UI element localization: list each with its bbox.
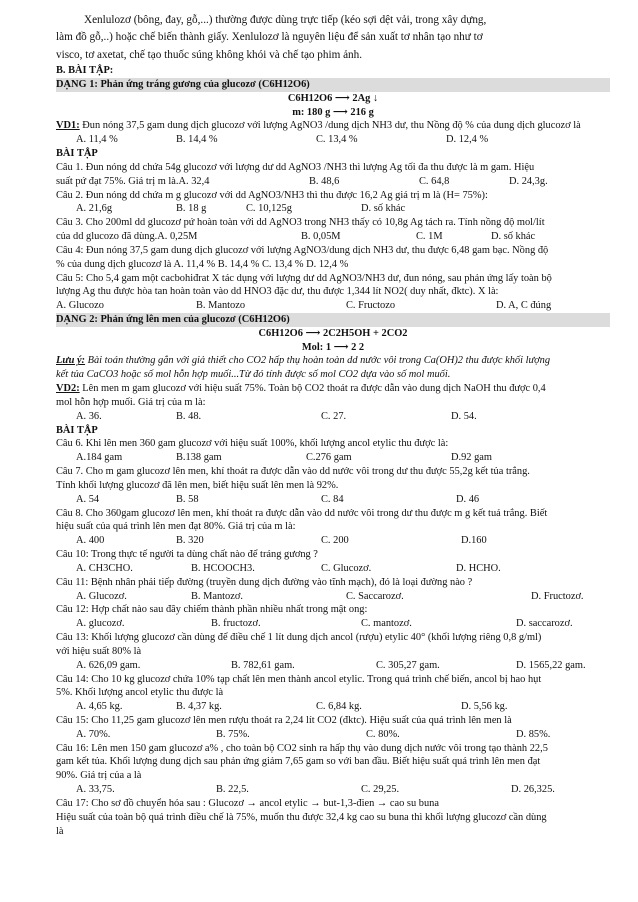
vd1-option-a: A. 11,4 % — [76, 134, 118, 146]
note-text-1: Bài toán thường gắn với giả thiết cho CO2 hấp thụ hoàn toàn dd nước vôi trong Ca(OH)2 thu được khối lượng — [87, 355, 551, 367]
dang1-mass-ratio: m: 180 g ⟶ 216 g — [292, 106, 374, 118]
q12-option-b: B. fructozơ. — [211, 618, 261, 630]
q1-line-1: Câu 1. Đun nóng dd chứa 54g glucozơ với lượng dư dd AgNO3 /NH3 thì lượng Ag tối đa thu được là m gam. Hiệu — [56, 161, 535, 173]
q11-option-b: B. Mantozơ. — [191, 590, 243, 602]
vd2-options — [56, 410, 610, 424]
q10-option-a: A. CH3CHO. — [76, 562, 133, 574]
q16-option-b: B. 22,5. — [216, 784, 249, 796]
dang2-exercises-heading: BÀI TẬP — [56, 424, 98, 436]
vd2-option-d: D. 54. — [451, 410, 477, 422]
q8-option-b: B. 320 — [176, 535, 204, 547]
q8-option-c: C. 200 — [321, 535, 349, 547]
vd2-question — [56, 382, 610, 396]
q12-question: Câu 12: Hợp chất nào sau đây chiếm thành phần nhiều nhất trong mật ong: — [56, 604, 368, 616]
q14-line-2: 5%. Khối lượng ancol etylic thu được là — [56, 687, 224, 699]
dang1-title: DẠNG 1: Phản ứng tráng gương của glucozơ (C6H12O6) — [56, 78, 610, 92]
q15-question: Câu 15: Cho 11,25 gam glucozơ lên men rượu thoát ra 2,24 lít CO2 (đktc). Hiệu suất của quá trình lên men là — [56, 715, 512, 726]
q14-option-d: D. 5,56 kg. — [461, 701, 508, 713]
dang2-mol-ratio: Mol: 1 ⟶ 2 2 — [301, 341, 365, 353]
vd2-option-a: A. 36. — [76, 410, 102, 422]
q17-line-1: Câu 17: Cho sơ đồ chuyển hóa sau : Glucozơ → ancol etylic → but-1,3-đien → cao su buna — [56, 797, 439, 809]
q16-option-c: C. 29,25. — [361, 784, 400, 796]
q16-line-3: 90%. Giá trị của a là — [56, 770, 142, 782]
q13-option-c: C. 305,27 gam. — [376, 659, 440, 671]
section-b-heading: B. BÀI TẬP: — [56, 65, 114, 77]
q15-option-b: B. 75%. — [216, 728, 250, 740]
q16-line-1: Câu 16: Lên men 150 gam glucozơ a% , cho toàn bộ CO2 sinh ra hấp thụ vào dung dịch nước vôi trong tạo thành 22,5 — [56, 742, 548, 754]
q6-option-c: C.276 gam — [306, 452, 352, 464]
q7-line-1: Câu 7. Cho m gam glucozơ lên men, khí thoát ra được dẫn vào dd nước vôi trong dư thu được 55,2g kết tủa trắng. — [56, 466, 530, 478]
q7-option-a: A. 54 — [76, 493, 100, 505]
dang2-equation: C6H12O6 ⟶ 2C2H5OH + 2CO2 — [258, 327, 408, 339]
q15-option-d: D. 85%. — [516, 728, 551, 740]
q3-stem-end: của dd glucozo đã dùng.A. 0,25M — [56, 231, 198, 243]
q2-option-c: C. 10,125g — [246, 203, 292, 215]
q6-question: Câu 6. Khi lên men 360 gam glucozơ với hiệu suất 100%, khối lượng ancol etylic thu được là: — [56, 438, 449, 450]
q5-options — [56, 299, 610, 313]
q4-line-2: % của dung dịch glucozơ là A. 11,4 % B. 14,4 % C. 13,4 % D. 12,4 % — [56, 258, 349, 270]
q5-line-2: lượng Ag thu được hòa tan hoàn toàn vào dd HNO3 đặc dư, thu được 1,344 lít NO2( duy nhất, đktc). X là: — [56, 286, 499, 298]
q13-option-b: B. 782,61 gam. — [231, 659, 295, 671]
dang1-exercises-heading: BÀI TẬP — [56, 148, 98, 160]
q14-option-a: A. 4,65 kg. — [76, 701, 123, 713]
q15-option-a: A. 70%. — [76, 728, 111, 740]
note-label: Lưu ý: — [56, 355, 86, 367]
q7-line-2: Tính khối lượng glucozơ đã lên men, biết hiệu suất lên men là 92%. — [56, 479, 339, 491]
q6-option-b: B.138 gam — [176, 452, 222, 464]
vd1-question — [56, 119, 610, 133]
q2-option-d: D. số khác — [361, 203, 406, 215]
q11-option-c: C. Saccarozơ. — [346, 590, 404, 602]
q3-option-c: C. 1M — [416, 231, 443, 243]
q5-option-c: C. Fructozo — [346, 300, 396, 312]
vd1-options — [56, 133, 610, 147]
q10-options — [56, 562, 610, 576]
q8-options — [56, 534, 610, 548]
q8-line-2: hiệu suất của quá trình lên men đạt 80%. Giá trị của m là: — [56, 521, 296, 533]
q14-option-b: B. 4,37 kg. — [176, 701, 222, 713]
q16-option-a: A. 33,75. — [76, 784, 115, 796]
q8-option-d: D.160 — [461, 535, 487, 547]
q3-option-b: B. 0,05M — [301, 231, 341, 243]
vd1-text: Đun nóng 37,5 gam dung dịch glucozơ với lượng AgNO3 /dung dịch NH3 dư, thu Nồng độ % của dung dịch glucozơ là — [82, 120, 581, 132]
q14-options — [56, 700, 610, 714]
q2-option-b: B. 18 g — [176, 203, 207, 215]
q4-line-1: Câu 4: Đun nóng 37,5 gam dung dịch glucozơ với lượng AgNO3/dung dịch NH3 dư, thu được 6,48 gam bạc. Nồng độ — [56, 244, 549, 256]
q17-line-2: Hiệu suất của toàn bộ quá trình điều chế là 75%, muốn thu được 32,4 kg cao su buna thì khối lượng glucozơ cần dùng — [56, 811, 547, 823]
q7-options — [56, 493, 610, 507]
q15-options — [56, 728, 610, 742]
dang1-equation: C6H12O6 ⟶ 2Ag ↓ — [287, 92, 379, 104]
q14-line-1: Câu 14: Cho 10 kg glucozơ chứa 10% tạp chất lên men thành ancol etylic. Trong quá trình chế biến, ancol bị hao hụt — [56, 673, 542, 685]
note-line-2: kết tủa CaCO3 hoặc số mol hỗn hợp muối...Từ đó tính được số mol CO2 dựa vào số mol muối. — [56, 369, 451, 381]
q2-option-a: A. 21,6g — [76, 203, 113, 215]
vd1-label: VD1: — [56, 120, 80, 132]
vd2-text-2: mol hỗn hợp muối. Giá trị của m là: — [56, 396, 206, 408]
intro-line-1: Xenlulozơ (bông, đay, gỗ,...) thường được dùng trực tiếp (kéo sợi dệt vải, trong xây dựng, — [84, 14, 487, 26]
q10-option-c: C. Glucozơ. — [321, 562, 372, 574]
q13-option-a: A. 626,09 gam. — [76, 659, 141, 671]
q3-line-1: Câu 3. Cho 200ml dd glucozơ pứ hoàn toàn với dd AgNO3 trong NH3 thấy có 10,8g Ag tách ra. Tính nồng độ mol/lít — [56, 217, 545, 229]
note-line-1 — [56, 354, 610, 368]
q1-option-d: D. 24,3g. — [509, 175, 548, 187]
intro-line-2: làm đồ gỗ,..) hoặc chế biến thành giấy. Xenlulozơ là nguyên liệu để sản xuất tơ nhân tạo như tơ — [56, 31, 483, 44]
q11-options — [56, 590, 610, 604]
vd2-label: VD2: — [56, 383, 80, 395]
q16-option-d: D. 26,325. — [511, 784, 555, 796]
q6-options — [56, 451, 610, 465]
q2-question: Câu 2. Đun nóng dd chứa m g glucozơ với dd AgNO3/NH3 thì thu được 16,2 Ag giá trị m là (H= 75%): — [56, 189, 488, 201]
q5-option-b: B. Mantozo — [196, 300, 246, 312]
q7-option-b: B. 58 — [176, 493, 199, 505]
q10-question: Câu 10: Trong thực tế người ta dùng chất nào để tráng gương ? — [56, 549, 318, 561]
q12-option-c: C. mantozơ. — [361, 618, 412, 630]
intro-line-3: visco, tơ axetat, chế tạo thuốc súng không khói và chế tạo phim ảnh. — [56, 48, 363, 61]
dang2-title: DẠNG 2: Phản ứng lên men của glucozơ (C6H12O6) — [56, 313, 610, 327]
q1-line-2 — [56, 175, 610, 189]
q10-option-d: D. HCHO. — [456, 562, 501, 574]
q13-line-2: với hiệu suất 80% là — [56, 645, 142, 657]
q2-options — [56, 202, 610, 216]
q3-option-d: D. số khác — [491, 231, 536, 243]
q1-stem-end: suất pứ đạt 75%. Giá trị m là.A. 32,4 — [56, 175, 210, 187]
q13-line-1: Câu 13: Khối lượng glucozơ cần dùng để điều chế 1 lít dung dịch ancol (rượu) etylic 40° (khối lượng riêng 0,8 g/ml) — [56, 632, 542, 644]
q7-option-c: C. 84 — [321, 493, 344, 505]
q12-options — [56, 617, 610, 631]
q12-option-d: D. saccarozơ. — [516, 618, 573, 630]
q15-option-c: C. 80%. — [366, 728, 400, 740]
vd2-option-c: C. 27. — [321, 410, 347, 422]
q11-question: Câu 11: Bệnh nhân phải tiếp đường (truyền dung dịch đường vào tĩnh mạch), đó là loại đường nào ? — [56, 576, 473, 588]
vd1-option-b: B. 14,4 % — [176, 134, 218, 146]
q16-options — [56, 783, 610, 797]
q1-option-b: B. 48,6 — [309, 175, 340, 187]
q14-option-c: C. 6,84 kg. — [316, 701, 362, 713]
q5-line-1: Câu 5: Cho 5,4 gam một cacbohiđrat X tác dụng với lượng dư dd AgNO3/NH3 dư, đun nóng, sau phản ứng lấy toàn bộ — [56, 272, 552, 284]
q5-option-d: D. A, C đúng — [496, 300, 552, 312]
q13-options — [56, 659, 610, 673]
q13-option-d: D. 1565,22 gam. — [516, 659, 586, 671]
q1-option-c: C. 64,8 — [419, 175, 450, 187]
q11-option-a: A. Glucozơ. — [76, 590, 127, 602]
q6-option-a: A.184 gam — [76, 452, 123, 464]
vd1-option-d: D. 12,4 % — [446, 134, 489, 146]
q11-option-d: D. Fructozơ. — [531, 590, 584, 602]
q8-line-1: Câu 8. Cho 360gam glucozơ lên men, khí thoát ra được dẫn vào dd nước vôi trong dư thu được m g kết tuả trắng. Biết — [56, 507, 548, 519]
q16-line-2: gam kết tủa. Khối lượng dung dịch sau phản ứng giảm 7,65 gam so với ban đầu. Biết hiệu suất quá trình lên men đạt — [56, 756, 541, 768]
vd1-option-c: C. 13,4 % — [316, 134, 358, 146]
q17-line-3: là — [56, 825, 64, 837]
q8-option-a: A. 400 — [76, 535, 105, 547]
q3-line-2 — [56, 230, 610, 244]
q6-option-d: D.92 gam — [451, 452, 492, 464]
q5-option-a: A. Glucozo — [56, 300, 104, 312]
vd2-text-1: Lên men m gam glucozơ với hiệu suất 75%. Toàn bộ CO2 thoát ra được dẫn vào dung dịch NaOH thu được 0,4 — [82, 383, 546, 395]
vd2-option-b: B. 48. — [176, 410, 202, 422]
q12-option-a: A. glucozơ. — [76, 618, 125, 630]
q10-option-b: B. HCOOCH3. — [191, 562, 255, 574]
q7-option-d: D. 46 — [456, 493, 480, 505]
